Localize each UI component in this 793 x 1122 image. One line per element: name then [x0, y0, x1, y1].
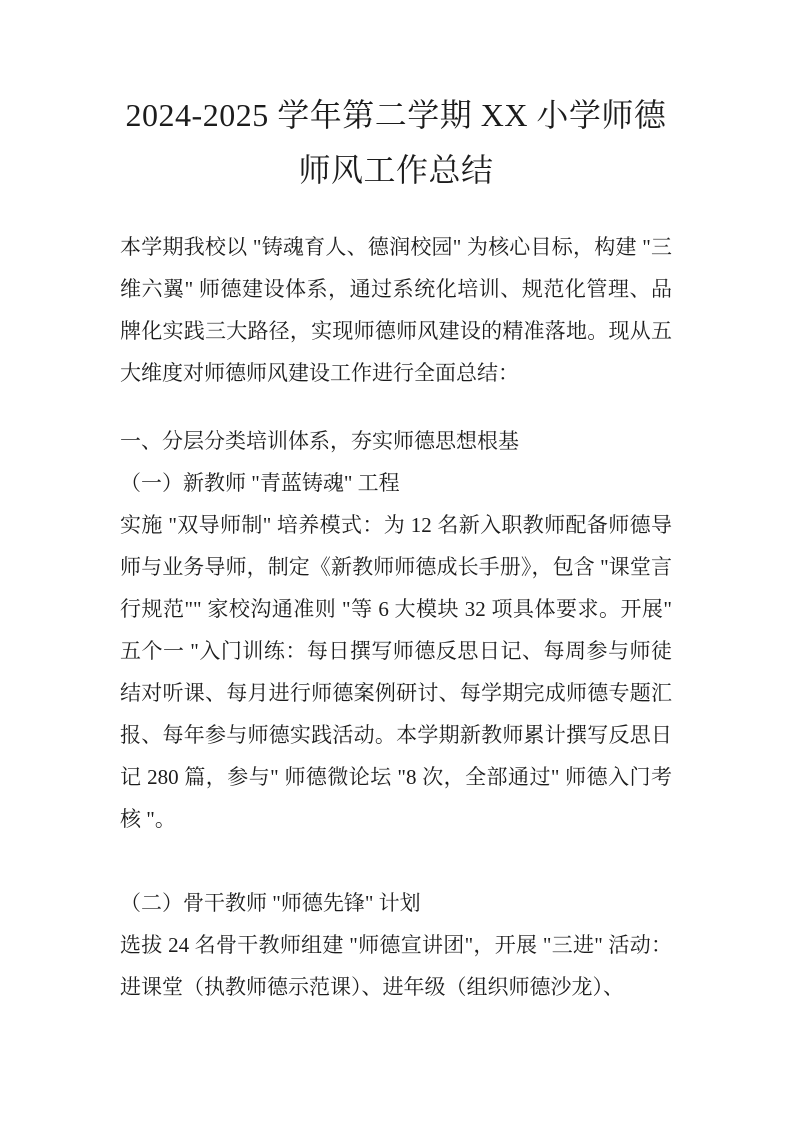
intro-paragraph: 本学期我校以 "铸魂育人、德润校园" 为核心目标，构建 "三维六翼" 师德建设体系，通过系统化培训、规范化管理、品牌化实践三大路径，实现师德师风建设的精准落地。现从五大维度对师德师风建设工作进行全面总结：: [120, 235, 672, 385]
subsection-heading-2: （二）骨干教师 "师德先锋" 计划: [120, 891, 421, 915]
subsection-body-1: 实施 "双导师制" 培养模式：为 12 名新入职教师配备师德导师与业务导师，制定《新教师师德成长手册》，包含 "课堂言行规范"" 家校沟通准则 "等 6 大模块 32 项具体要求。开展" 五个一 "入门训练：每日撰写师德反思日记、每周参与师徒结对听课、每月进行师德案例研讨、每学期完成师德专题汇报、每年参与师德实践活动。本学期新教师累计撰写反思日记 280 篇，参与" 师德微论坛 "8 次，全部通过" 师德入门考核 "。: [120, 513, 672, 831]
subsection-heading-1: （一）新教师 "青蓝铸魂" 工程: [120, 471, 400, 495]
document-title: 2024-2025 学年第二学期 XX 小学师德师风工作总结: [125, 97, 667, 188]
section-heading-1: 一、分层分类培训体系，夯实师德思想根基: [120, 429, 519, 453]
subsection-body-2: 选拔 24 名骨干教师组建 "师德宣讲团"，开展 "三进" 活动：进课堂（执教师德示范课）、进年级（组织师德沙龙）、: [120, 933, 672, 999]
